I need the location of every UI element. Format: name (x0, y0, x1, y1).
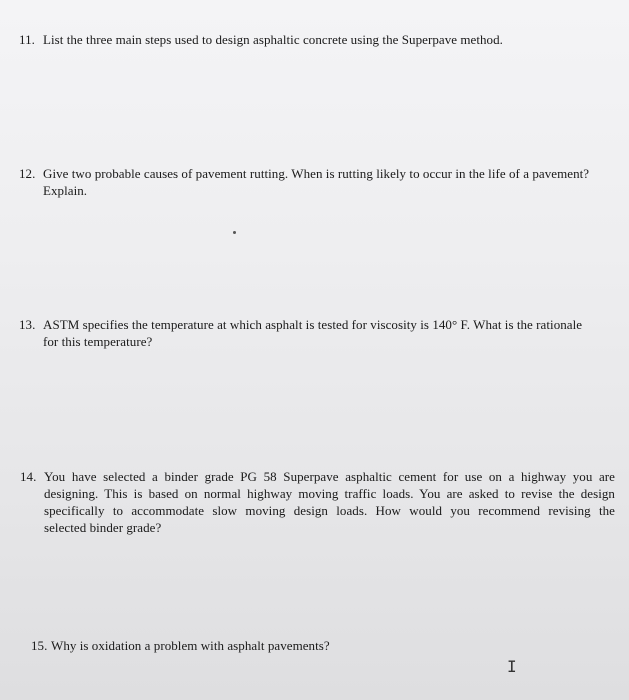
question-number: 11. (19, 32, 35, 47)
question-line: for this temperature? (43, 334, 153, 349)
question-11 (19, 31, 579, 48)
question-text (19, 31, 579, 48)
question-13 (19, 316, 619, 350)
question-number: 15. (31, 638, 48, 653)
question-line: List the three main steps used to design asphaltic concrete using the Superpave method. (43, 32, 503, 47)
question-text (19, 165, 619, 199)
question-14 (20, 468, 615, 536)
question-line: selected binder grade? (44, 520, 162, 535)
question-15 (31, 637, 431, 654)
question-line: specifically to accommodate slow moving design loads. How would you recommend revising the (44, 503, 615, 518)
question-line: ASTM specifies the temperature at which asphalt is tested for viscosity is 140° F. What is the rationale (43, 317, 583, 332)
question-number: 12. (19, 166, 36, 181)
question-number: 13. (19, 317, 36, 332)
question-text (19, 316, 619, 350)
paper-speck (233, 231, 236, 234)
question-text (31, 637, 431, 654)
text-cursor-icon: I (507, 657, 517, 676)
question-text (20, 468, 615, 536)
question-line: designing. This is based on normal highway moving traffic loads. You are asked to revise the design (44, 486, 615, 501)
question-line: Explain. (43, 183, 88, 198)
question-line: You have selected a binder grade PG 58 Superpave asphaltic cement for use on a highway you are (44, 469, 615, 484)
question-line: Give two probable causes of pavement rutting. When is rutting likely to occur in the life of a pavement? (43, 166, 590, 181)
question-line: Why is oxidation a problem with asphalt pavements? (51, 638, 330, 653)
question-12 (19, 165, 619, 199)
question-number: 14. (20, 469, 37, 484)
